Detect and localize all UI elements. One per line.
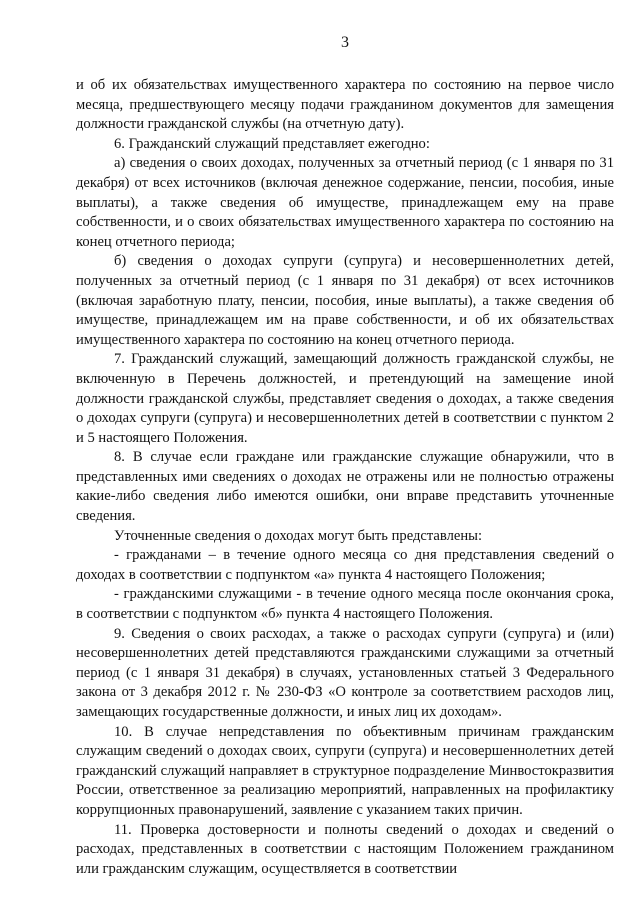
document-body xyxy=(76,76,614,879)
paragraph-item-7: 7. Гражданский служащий, замещающий должность гражданской службы, не включенную в Перечень должностей, и претендующий на замещение иной должности гражданской службы, представляет сведения о доходах, а также сведения о доходах супруги (супруга) и несовершеннолетних детей в соответствии с пунктом 2 и 5 настоящего Положения. xyxy=(76,351,614,446)
paragraph-item-6b: б) сведения о доходах супруги (супруга) и несовершеннолетних детей, полученных за отчетный период (с 1 января по 31 декабря) от всех источников (включая заработную плату, пенсии, пособия, иные выплаты), а также сведения об имуществе, принадлежащем им на праве собственности, и об их обязательствах имущественного характера по состоянию на конец отчетного периода. xyxy=(76,253,614,348)
paragraph-servants-term: - гражданскими служащими - в течение одного месяца после окончания срока, в соответствии с подпунктом «б» пункта 4 настоящего Положения. xyxy=(76,586,614,623)
paragraph-item-9: 9. Сведения о своих расходах, а также о расходах супруги (супруга) и (или) несовершеннолетних детей представляются гражданскими служащими за отчетный период (с 1 января 31 декабря) в случаях, установленных статьей 3 Федерального закона от 3 декабря 2012 г. № 230-ФЗ «О контроле за соответствием расходов лиц, замещающих государственные должности, и иных лиц их доходам». xyxy=(76,625,614,720)
paragraph-item-10: 10. В случае непредставления по объективным причинам гражданским служащим сведений о доходах своих, супруги (супруга) и несовершеннолетних детей гражданский служащий направляет в структурное подразделение Минвостокразвития России, ответственное за реализацию мероприятий, направленных на профилактику коррупционных правонарушений, заявление с указанием таких причин. xyxy=(76,723,614,818)
paragraph-item-8: 8. В случае если граждане или гражданские служащие обнаружили, что в представленных ими сведениях о доходах не отражены или не полностью отражены какие-либо сведения либо имеются ошибки, они вправе представить уточненные сведения. xyxy=(76,449,614,525)
paragraph-item-11: 11. Проверка достоверности и полноты сведений о доходах и сведений о расходах, представленных в соответствии с настоящим Положением гражданином или гражданским служащим, осуществляется в соответствии xyxy=(76,821,614,877)
page-number: 3 xyxy=(341,34,349,51)
paragraph-citizens-term: - гражданами – в течение одного месяца со дня представления сведений о доходах в соответствии с подпунктом «а» пункта 4 настоящего Положения; xyxy=(76,547,614,583)
paragraph-item-6a: а) сведения о своих доходах, полученных за отчетный период (с 1 января по 31 декабря) от всех источников (включая денежное содержание, пенсии, пособия, иные выплаты), а также сведения об имуществе, принадлежащем ему на праве собственности, и о своих обязательствах имущественного характера по состоянию на конец отчетного периода; xyxy=(76,155,614,250)
paragraph-continuation: и об их обязательствах имущественного характера по состоянию на первое число месяца, предшествующего месяцу подачи гражданином документов для замещения должности гражданской службы (на отчетную дату). xyxy=(76,77,614,133)
paragraph-item-6: 6. Гражданский служащий представляет ежегодно: xyxy=(114,135,430,152)
paragraph-clarified-info: Уточненные сведения о доходах могут быть представлены: xyxy=(114,527,483,544)
